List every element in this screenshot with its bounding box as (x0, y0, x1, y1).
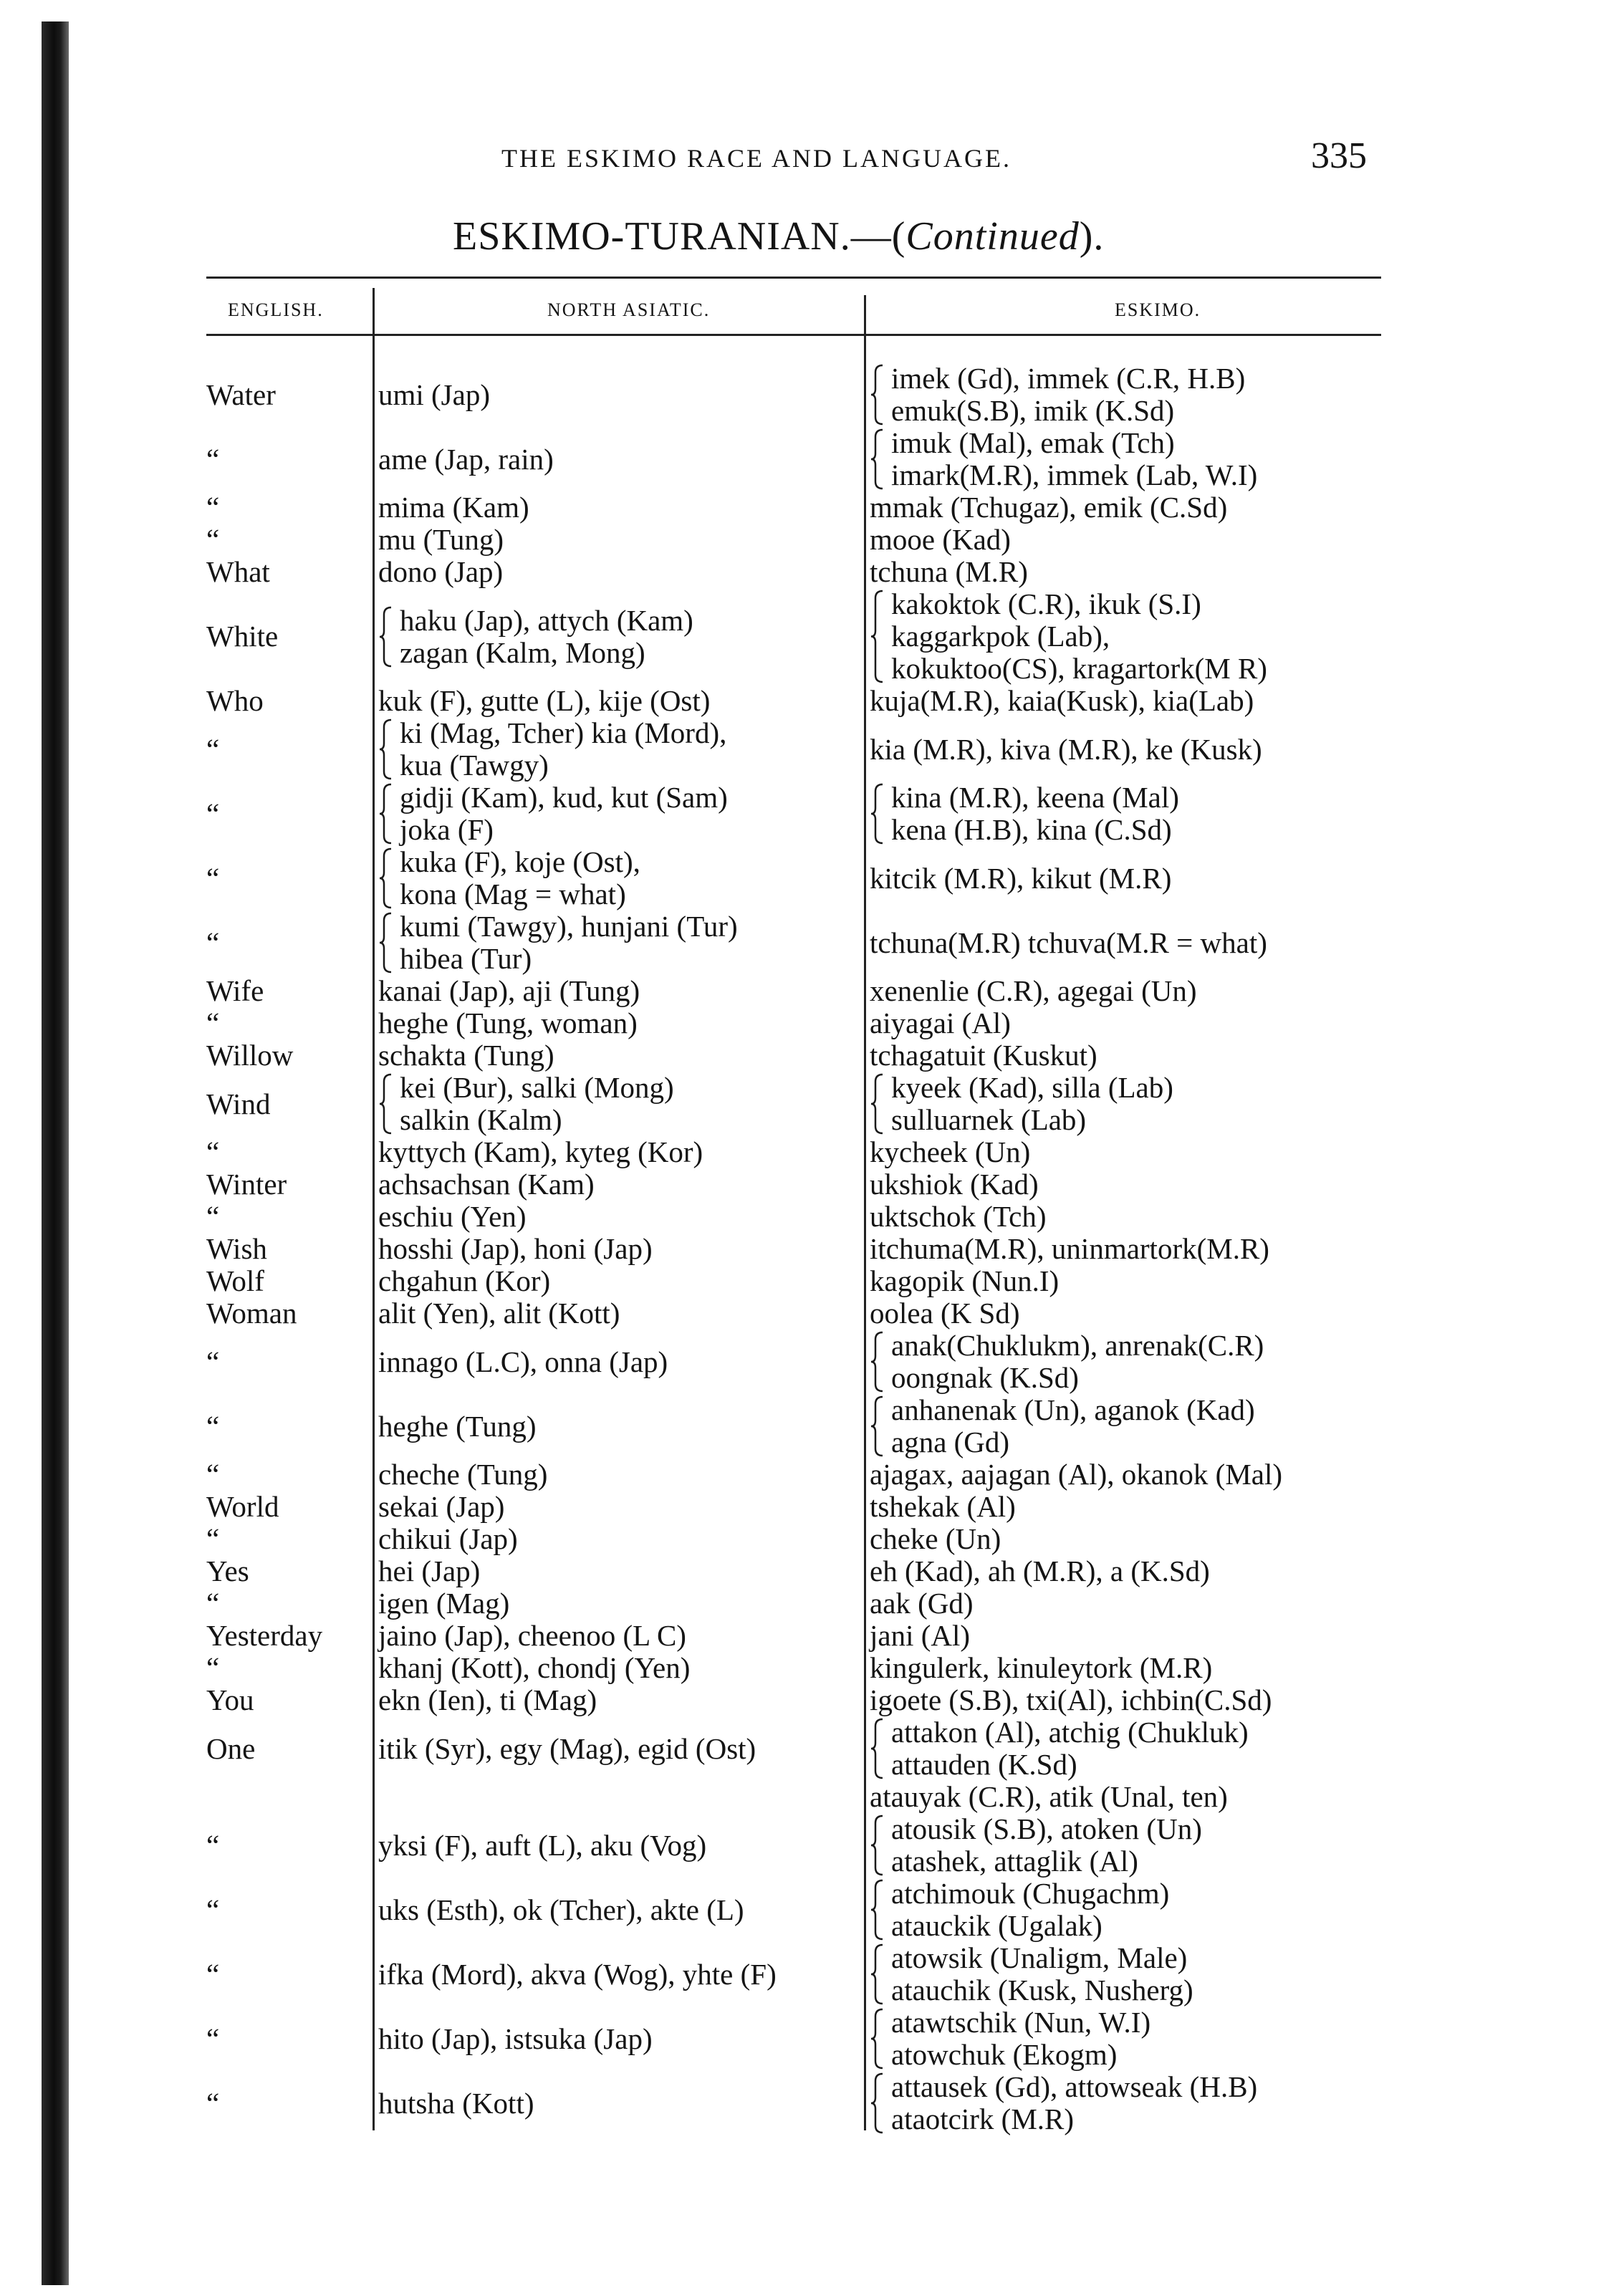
north-asiatic-entry: kuka (F), koje (Ost), (400, 845, 640, 878)
eskimo-entry-group (870, 556, 1028, 588)
book-spine-edge (42, 21, 69, 2285)
english-word: “ (206, 523, 220, 556)
north-asiatic-entry: kona (Mag = what) (400, 878, 626, 910)
north-asiatic-entry: haku (Jap), attych (Kam) (400, 603, 693, 637)
english-word: You (206, 1683, 254, 1716)
eskimo-entry: attauden (K.Sd) (891, 1748, 1077, 1781)
north-asiatic-entry: chgahun (Kor) (378, 1264, 551, 1297)
north-asiatic-entry-group (378, 2023, 653, 2055)
eskimo-entry: imuk (Mal), emak (Tch) (891, 426, 1175, 459)
north-asiatic-entry: umi (Jap) (378, 378, 490, 411)
north-asiatic-entry: zagan (Kalm, Mong) (400, 635, 645, 669)
eskimo-entry: anhanenak (Un), aganok (Kad) (891, 1393, 1255, 1426)
english-word: “ (206, 926, 220, 959)
eskimo-entry-group (870, 1039, 1097, 1072)
north-asiatic-entry-group (378, 1233, 653, 1265)
eskimo-entry: emuk(S.B), imik (K.Sd) (891, 394, 1175, 427)
eskimo-entry-group (870, 1458, 1282, 1491)
north-asiatic-entry-group (378, 1523, 518, 1555)
curly-brace-icon (378, 1072, 394, 1136)
english-word: “ (206, 1957, 220, 1991)
eskimo-entry: eh (Kad), ah (M.R), a (K.Sd) (870, 1554, 1210, 1587)
north-asiatic-entry: kua (Tawgy) (400, 749, 549, 782)
eskimo-entry-group (870, 2071, 1257, 2135)
north-asiatic-entry-group (378, 1958, 777, 1991)
north-asiatic-entry: ifka (Mord), akva (Wog), yhte (F) (378, 1957, 777, 1991)
eskimo-entry: tchuna (M.R) (870, 555, 1028, 588)
eskimo-entry-group (870, 1652, 1212, 1684)
north-asiatic-entry: dono (Jap) (378, 555, 504, 588)
north-asiatic-entry: schakta (Tung) (378, 1039, 554, 1072)
curly-brace-icon (870, 1394, 885, 1458)
north-asiatic-entry: sekai (Jap) (378, 1490, 505, 1523)
column-header-eskimo: ESKIMO. (1115, 299, 1201, 320)
english-word: “ (206, 1200, 220, 1233)
english-word: “ (206, 732, 220, 766)
eskimo-entry-group (870, 975, 1197, 1007)
eskimo-entry-group (870, 782, 1179, 846)
north-asiatic-entry: eschiu (Yen) (378, 1200, 527, 1233)
eskimo-entry: imek (Gd), immek (C.R, H.B) (891, 362, 1246, 395)
north-asiatic-entry: kuk (F), gutte (L), kije (Ost) (378, 684, 711, 717)
english-word: Yes (206, 1554, 249, 1587)
eskimo-entry: mmak (Tchugaz), emik (C.Sd) (870, 491, 1228, 524)
curly-brace-icon (870, 1330, 885, 1394)
english-word: World (206, 1490, 279, 1523)
curly-brace-icon (378, 717, 394, 782)
eskimo-entry: kokuktoo(CS), kragartork(M R) (891, 652, 1267, 685)
english-word: Wolf (206, 1264, 264, 1297)
english-word: Yesterday (206, 1619, 323, 1652)
curly-brace-icon (378, 910, 394, 975)
north-asiatic-entry-group (378, 1168, 595, 1201)
north-asiatic-entry-group (378, 491, 529, 524)
north-asiatic-entry-group (378, 1620, 686, 1652)
eskimo-entry: atousik (S.B), atoken (Un) (891, 1812, 1202, 1845)
eskimo-entry: atauyak (C.R), atik (Unal, ten) (870, 1780, 1228, 1813)
eskimo-entry: kitcik (M.R), kikut (M.R) (870, 861, 1172, 895)
north-asiatic-entry: uks (Esth), ok (Tcher), akte (L) (378, 1893, 744, 1926)
eskimo-entry-group (870, 1781, 1228, 1813)
curly-brace-icon (870, 1072, 885, 1136)
north-asiatic-entry: khanj (Kott), chondj (Yen) (378, 1651, 691, 1684)
english-word: Water (206, 378, 276, 411)
north-asiatic-entry: kei (Bur), salki (Mong) (400, 1071, 674, 1104)
eskimo-entry-group (870, 1813, 1202, 1878)
eskimo-entry-group (870, 1878, 1169, 1942)
eskimo-entry: kaggarkpok (Lab), (891, 620, 1110, 653)
eskimo-entry-group (870, 927, 1267, 959)
eskimo-entry: ukshiok (Kad) (870, 1168, 1039, 1201)
north-asiatic-entry: cheche (Tung) (378, 1458, 548, 1491)
north-asiatic-entry: kumi (Tawgy), hunjani (Tur) (400, 910, 738, 943)
north-asiatic-entry-group (378, 975, 640, 1007)
eskimo-entry-group (870, 1136, 1030, 1168)
eskimo-entry-group (870, 362, 1245, 427)
column-divider-right (864, 295, 866, 2130)
english-word: “ (206, 1587, 220, 1620)
eskimo-entry-group (870, 1297, 1020, 1330)
eskimo-entry: sulluarnek (Lab) (891, 1103, 1087, 1136)
curly-brace-icon (870, 1878, 885, 1942)
north-asiatic-entry-group (378, 443, 554, 476)
english-word: Who (206, 684, 264, 717)
north-asiatic-entry: chikui (Jap) (378, 1522, 518, 1555)
table-title-continued: Continued (905, 214, 1080, 259)
eskimo-entry-group (870, 588, 1267, 685)
north-asiatic-entry-group (378, 1346, 668, 1378)
eskimo-entry-group (870, 1716, 1249, 1781)
english-word: What (206, 555, 270, 588)
north-asiatic-entry-group (378, 524, 504, 556)
eskimo-entry-group (870, 2006, 1150, 2071)
north-asiatic-entry-group (378, 1491, 504, 1523)
english-word: “ (206, 2022, 220, 2055)
eskimo-entry: attausek (Gd), attowseak (H.B) (891, 2070, 1258, 2103)
eskimo-entry: kingulerk, kinuleytork (M.R) (870, 1651, 1213, 1684)
eskimo-entry-group (870, 524, 1011, 556)
english-word: “ (206, 442, 220, 476)
eskimo-entry-group (870, 427, 1257, 491)
eskimo-entry: atchimouk (Chugachm) (891, 1877, 1170, 1910)
eskimo-entry: kina (M.R), keena (Mal) (891, 781, 1179, 814)
north-asiatic-entry: innago (L.C), onna (Jap) (378, 1345, 668, 1378)
eskimo-entry-group (870, 1587, 974, 1620)
english-word: “ (206, 797, 220, 830)
eskimo-entry: tchagatuit (Kuskut) (870, 1039, 1097, 1072)
english-word: “ (206, 1893, 220, 1926)
eskimo-entry-group (870, 1491, 1016, 1523)
north-asiatic-entry-group (378, 1733, 756, 1765)
eskimo-entry: tchuna(M.R) tchuva(M.R = what) (870, 926, 1267, 959)
eskimo-entry-group (870, 1201, 1046, 1233)
eskimo-entry: cheke (Un) (870, 1522, 1001, 1555)
north-asiatic-entry-group (378, 1894, 744, 1926)
north-asiatic-entry-group (378, 1830, 706, 1862)
english-word: “ (206, 1651, 220, 1684)
eskimo-entry: oolea (K Sd) (870, 1297, 1020, 1330)
eskimo-entry: igoete (S.B), txi(Al), ichbin(C.Sd) (870, 1683, 1272, 1716)
north-asiatic-entry: alit (Yen), alit (Kott) (378, 1297, 620, 1330)
curly-brace-icon (870, 2071, 885, 2135)
north-asiatic-entry: joka (F) (400, 813, 494, 846)
eskimo-entry-group (870, 1072, 1173, 1136)
north-asiatic-entry-group (378, 1458, 547, 1491)
eskimo-entry: oongnak (K.Sd) (891, 1361, 1079, 1394)
running-head: THE ESKIMO RACE AND LANGUAGE. (501, 144, 1012, 173)
eskimo-entry: kagopik (Nun.I) (870, 1264, 1060, 1297)
table-title-end: ). (1079, 214, 1105, 259)
north-asiatic-entry: salkin (Kalm) (400, 1103, 562, 1136)
column-divider-left (373, 288, 375, 2130)
english-word: “ (206, 2086, 220, 2120)
english-word: “ (206, 1135, 220, 1168)
eskimo-entry: kuja(M.R), kaia(Kusk), kia(Lab) (870, 684, 1254, 717)
eskimo-entry: imark(M.R), immek (Lab, W.I) (891, 458, 1258, 491)
english-word: “ (206, 861, 220, 895)
north-asiatic-entry-group (378, 379, 490, 411)
eskimo-entry: agna (Gd) (891, 1426, 1010, 1458)
eskimo-entry: aiyagai (Al) (870, 1006, 1011, 1039)
north-asiatic-entry: kyttych (Kam), kyteg (Kor) (378, 1135, 703, 1168)
english-word: “ (206, 1458, 220, 1491)
column-header-english: ENGLISH. (228, 299, 324, 320)
eskimo-entry: kakoktok (C.R), ikuk (S.I) (891, 587, 1201, 620)
eskimo-entry-group (870, 1330, 1264, 1394)
north-asiatic-entry: ame (Jap, rain) (378, 442, 554, 476)
curly-brace-icon (870, 588, 885, 685)
eskimo-entry-group (870, 1168, 1039, 1201)
north-asiatic-entry: ekn (Ien), ti (Mag) (378, 1683, 597, 1716)
curly-brace-icon (870, 427, 885, 491)
english-word: Willow (206, 1039, 294, 1072)
table-title (453, 213, 1104, 259)
english-word: Woman (206, 1297, 297, 1330)
eskimo-entry-group (870, 1265, 1059, 1297)
north-asiatic-entry-group (378, 685, 710, 717)
north-asiatic-entry: heghe (Tung, woman) (378, 1006, 638, 1039)
english-word: “ (206, 1828, 220, 1862)
eskimo-entry-group (870, 1620, 970, 1652)
table-top-rule (206, 277, 1381, 279)
eskimo-entry: kena (H.B), kina (C.Sd) (891, 813, 1172, 846)
eskimo-entry-group (870, 1942, 1193, 2006)
north-asiatic-entry-group (378, 1297, 620, 1330)
eskimo-entry-group (870, 1523, 1001, 1555)
english-word: “ (206, 1522, 220, 1555)
north-asiatic-entry-group (378, 1265, 550, 1297)
eskimo-entry-group (870, 1007, 1011, 1039)
north-asiatic-entry-group (378, 1652, 690, 1684)
eskimo-entry: anak(Chuklukm), anrenak(C.R) (891, 1329, 1264, 1362)
curly-brace-icon (378, 846, 394, 910)
eskimo-entry: atowsik (Unaligm, Male) (891, 1941, 1188, 1974)
eskimo-entry-group (870, 1394, 1255, 1458)
north-asiatic-entry-group (378, 605, 693, 669)
eskimo-entry-group (870, 862, 1171, 895)
eskimo-entry: attakon (Al), atchig (Chukluk) (891, 1716, 1249, 1749)
north-asiatic-entry: jaino (Jap), cheenoo (L C) (378, 1619, 686, 1652)
eskimo-entry: tshekak (Al) (870, 1490, 1016, 1523)
north-asiatic-entry-group (378, 1587, 509, 1620)
north-asiatic-entry: yksi (F), auft (L), aku (Vog) (378, 1828, 707, 1862)
north-asiatic-entry-group (378, 1007, 638, 1039)
north-asiatic-entry: gidji (Kam), kud, kut (Sam) (400, 781, 728, 814)
eskimo-entry: ataotcirk (M.R) (891, 2102, 1075, 2135)
north-asiatic-entry: hito (Jap), istsuka (Jap) (378, 2022, 653, 2055)
english-word: “ (206, 1006, 220, 1039)
eskimo-entry: jani (Al) (870, 1619, 971, 1652)
english-word: Winter (206, 1168, 287, 1201)
north-asiatic-entry: kanai (Jap), aji (Tung) (378, 974, 640, 1007)
eskimo-entry: mooe (Kad) (870, 523, 1011, 556)
eskimo-entry-group (870, 491, 1227, 524)
curly-brace-icon (870, 1813, 885, 1878)
north-asiatic-entry-group (378, 717, 726, 782)
column-header-north-asiatic: NORTH ASIATIC. (547, 299, 711, 320)
eskimo-entry-group (870, 1684, 1272, 1716)
north-asiatic-entry-group (378, 1410, 537, 1443)
north-asiatic-entry: hutsha (Kott) (378, 2086, 534, 2120)
english-word: “ (206, 1345, 220, 1378)
eskimo-entry: itchuma(M.R), uninmartork(M.R) (870, 1232, 1269, 1265)
north-asiatic-entry-group (378, 1039, 554, 1072)
north-asiatic-entry-group (378, 1684, 597, 1716)
north-asiatic-entry: hibea (Tur) (400, 942, 532, 975)
page-number: 335 (1311, 135, 1367, 176)
eskimo-entry: kia (M.R), kiva (M.R), ke (Kusk) (870, 732, 1262, 766)
eskimo-entry: ajagax, aajagan (Al), okanok (Mal) (870, 1458, 1283, 1491)
table-header-rule (206, 334, 1381, 336)
curly-brace-icon (378, 782, 394, 846)
english-word: Wish (206, 1232, 267, 1265)
north-asiatic-entry: igen (Mag) (378, 1587, 510, 1620)
english-word: Wind (206, 1087, 271, 1120)
eskimo-entry: atauchik (Kusk, Nusherg) (891, 1974, 1193, 2006)
curly-brace-icon (870, 362, 885, 427)
north-asiatic-entry-group (378, 1136, 703, 1168)
north-asiatic-entry: heghe (Tung) (378, 1409, 537, 1443)
eskimo-entry: kyeek (Kad), silla (Lab) (891, 1071, 1173, 1104)
english-word: “ (206, 491, 220, 524)
north-asiatic-entry-group (378, 556, 503, 588)
north-asiatic-entry-group (378, 2087, 534, 2120)
eskimo-entry-group (870, 1233, 1269, 1265)
eskimo-entry-group (870, 685, 1254, 717)
north-asiatic-entry-group (378, 1555, 480, 1587)
eskimo-entry: atashek, attaglik (Al) (891, 1845, 1138, 1878)
eskimo-entry-group (870, 734, 1262, 766)
north-asiatic-entry-group (378, 846, 640, 910)
eskimo-entry: kycheek (Un) (870, 1135, 1031, 1168)
north-asiatic-entry-group (378, 782, 728, 846)
north-asiatic-entry: achsachsan (Kam) (378, 1168, 595, 1201)
english-word: “ (206, 1409, 220, 1443)
eskimo-entry: uktschok (Tch) (870, 1200, 1047, 1233)
english-word: One (206, 1731, 256, 1765)
curly-brace-icon (870, 1716, 885, 1781)
north-asiatic-entry: hei (Jap) (378, 1554, 481, 1587)
eskimo-entry: aak (Gd) (870, 1587, 974, 1620)
north-asiatic-entry-group (378, 1201, 527, 1233)
english-word: White (206, 620, 279, 653)
curly-brace-icon (378, 605, 394, 669)
eskimo-entry: atowchuk (Ekogm) (891, 2038, 1118, 2071)
curly-brace-icon (870, 782, 885, 846)
table-title-main: ESKIMO-TURANIAN.—( (453, 214, 906, 259)
curly-brace-icon (870, 2006, 885, 2071)
curly-brace-icon (870, 1942, 885, 2006)
eskimo-entry: atawtschik (Nun, W.I) (891, 2006, 1151, 2039)
english-word: Wife (206, 974, 264, 1007)
north-asiatic-entry: hosshi (Jap), honi (Jap) (378, 1232, 653, 1265)
eskimo-entry: xenenlie (C.R), agegai (Un) (870, 974, 1197, 1007)
north-asiatic-entry-group (378, 910, 738, 975)
north-asiatic-entry: itik (Syr), egy (Mag), egid (Ost) (378, 1731, 756, 1765)
eskimo-entry-group (870, 1555, 1210, 1587)
north-asiatic-entry: mu (Tung) (378, 523, 504, 556)
north-asiatic-entry-group (378, 1072, 674, 1136)
north-asiatic-entry: mima (Kam) (378, 491, 529, 524)
north-asiatic-entry: ki (Mag, Tcher) kia (Mord), (400, 716, 727, 749)
eskimo-entry: atauckik (Ugalak) (891, 1909, 1102, 1942)
